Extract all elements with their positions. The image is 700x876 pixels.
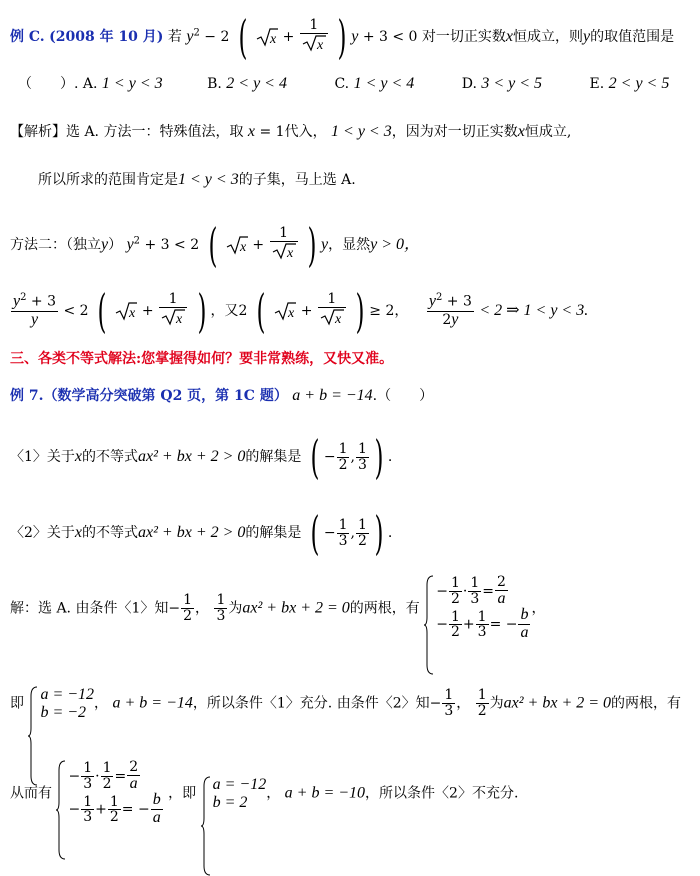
example-c-options (18, 76, 672, 92)
svg-text:x: x (176, 312, 183, 326)
solution-7-c: 的两根，有 (349, 600, 420, 617)
solution-7-b: 为 (228, 600, 243, 617)
example-7-paren: .（ ） (372, 388, 434, 404)
svg-text:x: x (288, 306, 295, 321)
derivation-ge2: ≥ 2， (369, 303, 409, 319)
option-d: D. 3 < y < 5 (461, 75, 543, 92)
condition-1-mid: 的不等式 (82, 449, 139, 465)
sqrt-icon (274, 301, 296, 321)
svg-text:x: x (316, 38, 324, 52)
solution-7-d: 即 (10, 695, 24, 712)
solution-7-g: ，即 (168, 785, 197, 802)
method2-close: ） (108, 237, 123, 253)
derivation-final: < 2 ⇒ 1 < y < 3. (479, 302, 589, 319)
solution-7-line1: 解：选 A. 由条件〈1〉知− $\frac{1}{2}$ ， $\frac{1}{3}$ 为ax² + bx + 2 = 0的两根，有 − $\frac{1}{2}$ · $\frac{1}{3}$ = $\frac{2}{a}$ − $\frac{1}{2}$ + $\frac{1}{3}$ = − $\frac{b}{a}$ ， (10, 575, 545, 642)
condition-1-ineq: ax² + bx + 2 > 0 (138, 448, 246, 465)
option-a: A. 1 < y < 3 (82, 75, 163, 92)
svg-text:x: x (286, 246, 293, 260)
option-e: E. 2 < y < 5 (589, 75, 670, 92)
solution-c-tail: 恒成立, (524, 124, 572, 140)
solution-c-range: 1 < y < 3 (331, 123, 392, 140)
condition-2-label: 〈2〉关于 (10, 525, 75, 541)
option-c: C. 1 < y < 4 (334, 75, 415, 92)
solution-7-eqroot2: ax² + bx + 2 = 0 (503, 694, 612, 712)
solution-c-reason: ，因为对一切正实数 (391, 124, 518, 140)
solution-7-line2: 即 a = −12 b = −2 ， a + b = −14，所以条件〈1〉充分. 由条件〈2〉知− $\frac{1}{3}$ ， $\frac{1}{2}$ 为ax² + bx + 2 = 0的两根，有 (10, 686, 681, 721)
svg-text:x: x (270, 32, 277, 47)
system-3: − $\frac{1}{3}$ · $\frac{1}{2}$ = $\frac{2}{a}$ − $\frac{1}{3}$ + $\frac{1}{2}$ = − $\frac{b}{a}$ (56, 760, 163, 827)
brace-icon (424, 575, 434, 675)
derivation-also: ，又 (210, 303, 239, 319)
condition-1-tail: 的解集是 (245, 449, 302, 465)
example-c-source: (2008 年 10 月) (49, 29, 164, 45)
example-c-header: 例 C. (2008 年 10 月) 若 $y^2 - 2$ ( x + $\frac{1}{x}$ ) y + 3 < 0 对一切正实数x恒成立，则y的取值范围是 (10, 10, 675, 64)
example-c-pre: 若 (167, 29, 182, 45)
system-4-b: b = 2 (212, 793, 248, 811)
solution-7-eqroot: ax² + bx + 2 = 0 (242, 599, 350, 617)
method2-gt: y > 0， (370, 236, 421, 253)
solution-7-h: ，所以条件〈2〉不充分. (365, 785, 519, 802)
example-7-tag: 例 7.（ (10, 388, 58, 404)
condition-2-tail: 的解集是 (245, 525, 302, 541)
system-1: − $\frac{1}{2}$ · $\frac{1}{3}$ = $\frac{2}{a}$ − $\frac{1}{2}$ + $\frac{1}{3}$ = − $\frac{b}{a}$ (424, 575, 531, 642)
section-heading: 三、各类不等式解法:您掌握得如何？要非常熟练，又快又准。 (10, 351, 394, 367)
options-paren: （ ）. (18, 76, 79, 92)
solution-c-line2b: 的子集，马上选 A. (238, 172, 356, 188)
solution-c-line2a: 所以所求的范围肯定是 (38, 172, 178, 188)
system-2 (28, 686, 94, 721)
solution-c-line2 (38, 172, 356, 188)
solution-c-line1: 【解析】选 A. 方法一：特殊值法，取 x = 1代入， 1 < y < 3，因为对一切正实数x恒成立, (10, 123, 572, 140)
solution-7-sum2: a + b = −10 (284, 784, 366, 802)
condition-1: 〈1〉关于x的不等式ax² + bx + 2 > 0的解集是 ( − $\frac{1}{2}$ , $\frac{1}{3}$ ) . (10, 430, 393, 484)
example-c-tag: 例 C. (10, 29, 45, 45)
solution-7-sum1: a + b = −14 (112, 694, 193, 712)
sqrt-icon (320, 308, 344, 326)
example-c-post2: 的取值范围是 (590, 29, 675, 45)
system-2-b: b = −2 (40, 703, 87, 721)
solution-7-c2: 的两根，有 (611, 695, 682, 712)
brace-icon (56, 760, 66, 860)
example-c-post1: 恒成立，则 (513, 29, 584, 45)
condition-2-ineq: ax² + bx + 2 > 0 (138, 524, 246, 541)
method2-head: 方法二：（独立 (10, 237, 101, 253)
system-4 (201, 776, 267, 811)
sqrt-icon (115, 301, 137, 321)
method2-tail: ，显然 (328, 237, 371, 253)
sqrt-icon (272, 242, 296, 260)
solution-7-f: 从而有 (10, 785, 52, 802)
condition-2-mid: 的不等式 (82, 525, 139, 541)
example-7-source: 数学高分突破第 Q2 页，第 1C 题） (57, 388, 288, 404)
solution-7-b2: 为 (489, 695, 504, 712)
solution-c-head: 【解析】选 A. 方法一：特殊值法，取 (10, 124, 244, 140)
condition-2: 〈2〉关于x的不等式ax² + bx + 2 > 0的解集是 ( − $\frac{1}{3}$ , $\frac{1}{2}$ ) . (10, 506, 393, 560)
sqrt-icon (256, 27, 278, 47)
example-7-eq: a + b = −14 (292, 387, 373, 404)
solution-c-method2: 方法二：（独立y） $y^2 + 3 < 2$ ( x + $\frac{1}{x}$ ) y，显然y > 0， (10, 218, 421, 272)
solution-c-range2: 1 < y < 3 (178, 171, 239, 188)
sqrt-icon (302, 34, 326, 52)
sqrt-icon (226, 235, 248, 255)
system-2-a: a = −12 (40, 686, 95, 703)
solution-7-e: ，所以条件〈1〉充分. 由条件〈2〉知 (192, 695, 430, 712)
solution-7-line3: 从而有 − $\frac{1}{3}$ · $\frac{1}{2}$ = $\frac{2}{a}$ − $\frac{1}{3}$ + $\frac{1}{2}$ = − $\frac{b}{a}$ ，即 a = −12 b = 2 ， a + b = −10，所以条件〈2〉不充分. (10, 760, 518, 827)
svg-text:x: x (239, 240, 247, 255)
system-4-a: a = −12 (212, 775, 267, 793)
option-b: B. 2 < y < 4 (207, 75, 287, 92)
example-7-header (10, 388, 433, 404)
condition-1-label: 〈1〉关于 (10, 449, 75, 465)
svg-text:x: x (129, 306, 136, 321)
brace-icon (201, 776, 211, 876)
example-c-mid: 对一切正实数 (421, 29, 506, 45)
sqrt-icon (161, 308, 185, 326)
svg-text:x: x (334, 312, 342, 326)
solution-c-derivation: $\frac{y^2 + 3}{y}$ < 2 ( x + $\frac{1}{x}$ ) ，又2 ( x + $\frac{1}{x}$ ) ≥ 2， $\frac{y^2 + 3}{2y}$ < 2 ⇒ 1 < y < 3. (13, 284, 589, 338)
solution-7-a: 解：选 A. 由条件〈1〉知 (10, 600, 169, 617)
solution-c-take: 代入， (284, 124, 327, 140)
